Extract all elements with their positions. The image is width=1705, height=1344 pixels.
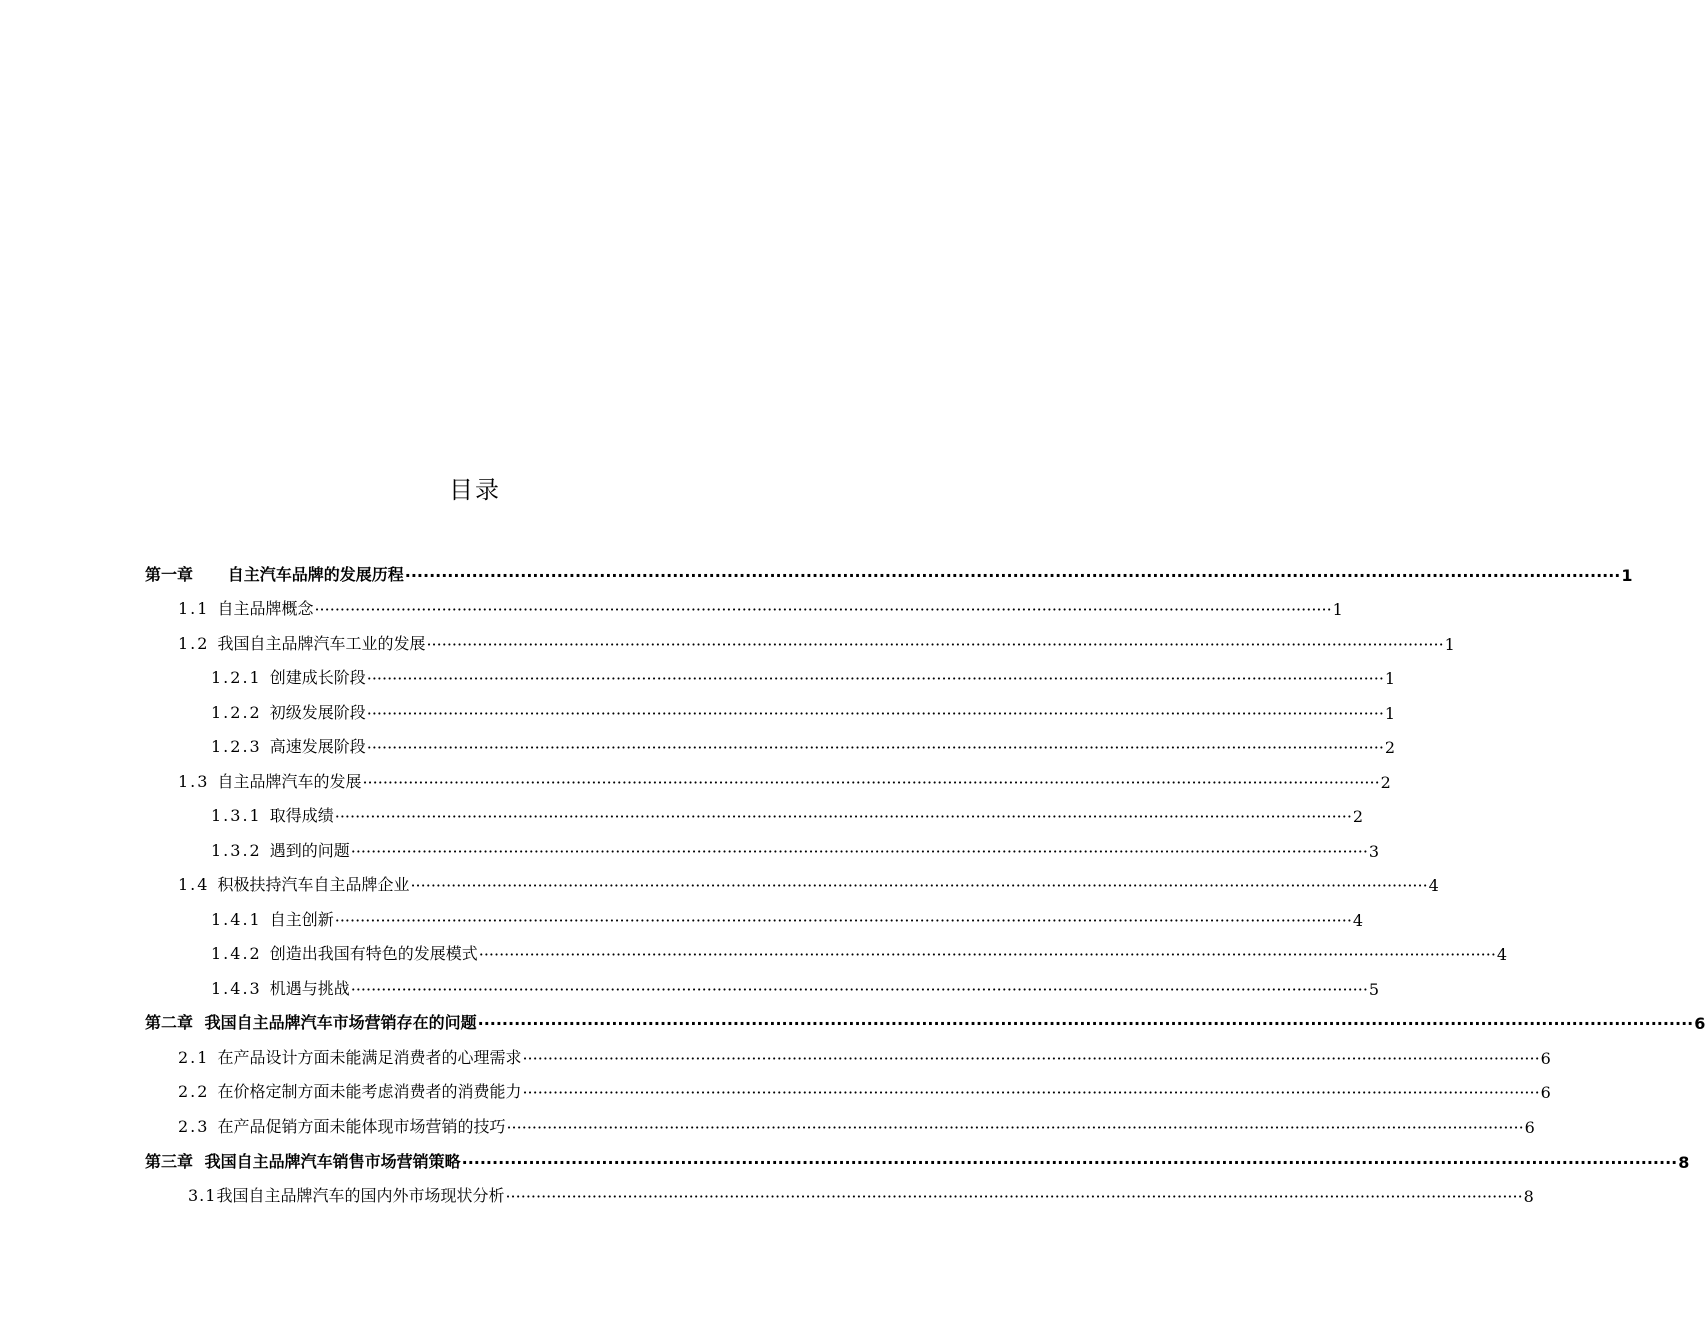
dot-leader: ········································································································································································································ <box>366 738 1384 757</box>
entry-number: 1.3.2 <box>211 841 262 860</box>
entry-number: 第一章 <box>145 565 194 584</box>
dot-leader: ········································································································································································································ <box>410 876 1428 895</box>
toc-entry-chapter-2[interactable] <box>145 1011 1705 1033</box>
entry-text: 创造出我国有特色的发展模式 <box>269 944 478 963</box>
toc-entry-1-3[interactable] <box>178 770 1391 792</box>
dot-leader: ········································································································································································································ <box>477 1014 1694 1033</box>
entry-number: 2.1 <box>178 1048 210 1067</box>
entry-number: 1.3.1 <box>211 806 262 825</box>
toc-title: 目录 <box>449 476 501 504</box>
entry-page-number: 3 <box>1368 842 1380 861</box>
entry-number: 1.4 <box>178 875 210 894</box>
dot-leader: ········································································································································································································ <box>334 807 1352 826</box>
toc-entry-1-4-3[interactable] <box>211 977 1380 999</box>
entry-page-number: 1 <box>1332 600 1343 619</box>
entry-page-number: 6 <box>1540 1049 1551 1068</box>
entry-number: 1.2 <box>178 634 210 653</box>
entry-number: 3.1 <box>188 1186 217 1205</box>
toc-entry-2-3[interactable] <box>178 1115 1535 1137</box>
entry-text: 遇到的问题 <box>269 841 350 860</box>
toc-entry-chapter-3[interactable] <box>145 1150 1690 1172</box>
dot-leader: ········································································································································································································ <box>334 911 1352 930</box>
entry-text: 积极扶持汽车自主品牌企业 <box>217 875 410 894</box>
dot-leader: ········································································································································································································ <box>350 842 1368 861</box>
dot-leader: ········································································································································································································ <box>314 600 1332 619</box>
entry-text: 在产品促销方面未能体现市场营销的技巧 <box>217 1117 506 1136</box>
entry-page-number: 8 <box>1523 1187 1534 1206</box>
entry-page-number: 1 <box>1444 635 1455 654</box>
entry-text: 自主汽车品牌的发展历程 <box>227 565 404 584</box>
entry-text: 机遇与挑战 <box>269 979 350 998</box>
toc-entry-1-2-3[interactable] <box>211 735 1396 757</box>
entry-page-number: 4 <box>1352 911 1364 930</box>
entry-text: 我国自主品牌汽车的国内外市场现状分析 <box>216 1186 505 1205</box>
entry-text: 自主品牌汽车的发展 <box>217 772 362 791</box>
entry-text: 取得成绩 <box>269 806 334 825</box>
entry-text: 自主品牌概念 <box>217 599 314 618</box>
entry-page-number: 2 <box>1380 773 1391 792</box>
toc-entry-1-2-2[interactable] <box>211 701 1396 723</box>
entry-page-number: 1 <box>1621 566 1633 585</box>
dot-leader: ········································································································································································································ <box>505 1187 1523 1206</box>
entry-text: 初级发展阶段 <box>269 703 366 722</box>
entry-number: 1.2.3 <box>211 737 262 756</box>
entry-page-number: 5 <box>1368 980 1380 999</box>
entry-text: 我国自主品牌汽车市场营销存在的问题 <box>204 1013 477 1032</box>
toc-entry-3-1[interactable] <box>188 1184 1534 1206</box>
toc-entry-1-3-1[interactable] <box>211 804 1364 826</box>
toc-entry-1-1[interactable] <box>178 597 1343 619</box>
dot-leader: ········································································································································································································ <box>350 980 1368 999</box>
entry-number: 2.3 <box>178 1117 210 1136</box>
entry-page-number: 4 <box>1496 945 1508 964</box>
dot-leader: ········································································································································································································ <box>522 1083 1540 1102</box>
entry-text: 高速发展阶段 <box>269 737 366 756</box>
entry-number: 第三章 <box>145 1152 194 1171</box>
entry-number: 1.4.3 <box>211 979 262 998</box>
toc-entry-1-2-1[interactable] <box>211 666 1396 688</box>
entry-number: 2.2 <box>178 1082 210 1101</box>
entry-page-number: 2 <box>1384 738 1396 757</box>
toc-entry-1-4-2[interactable] <box>211 942 1508 964</box>
toc-entry-2-2[interactable] <box>178 1080 1551 1102</box>
entry-page-number: 8 <box>1678 1153 1690 1172</box>
entry-number: 1.4.2 <box>211 944 262 963</box>
entry-number: 1.2.2 <box>211 703 262 722</box>
dot-leader: ········································································································································································································ <box>478 945 1496 964</box>
dot-leader: ········································································································································································································ <box>362 773 1380 792</box>
toc-entry-1-4-1[interactable] <box>211 908 1364 930</box>
dot-leader: ········································································································································································································ <box>426 635 1444 654</box>
dot-leader: ········································································································································································································ <box>506 1118 1524 1137</box>
entry-page-number: 1 <box>1384 704 1396 723</box>
entry-text: 创建成长阶段 <box>269 668 366 687</box>
entry-number: 1.3 <box>178 772 210 791</box>
entry-text: 我国自主品牌汽车工业的发展 <box>217 634 426 653</box>
entry-number: 1.4.1 <box>211 910 262 929</box>
entry-number: 第二章 <box>145 1013 194 1032</box>
dot-leader: ········································································································································································································ <box>461 1153 1678 1172</box>
toc-entry-1-2[interactable] <box>178 632 1455 654</box>
entry-text: 在产品设计方面未能满足消费者的心理需求 <box>217 1048 522 1067</box>
entry-text: 在价格定制方面未能考虑消费者的消费能力 <box>217 1082 522 1101</box>
dot-leader: ········································································································································································································ <box>522 1049 1540 1068</box>
dot-leader: ········································································································································································································ <box>366 704 1384 723</box>
entry-number: 1.1 <box>178 599 210 618</box>
dot-leader: ········································································································································································································ <box>404 566 1621 585</box>
entry-page-number: 6 <box>1524 1118 1535 1137</box>
entry-text: 自主创新 <box>269 910 334 929</box>
entry-page-number: 2 <box>1352 807 1364 826</box>
entry-page-number: 6 <box>1540 1083 1551 1102</box>
toc-entry-2-1[interactable] <box>178 1046 1551 1068</box>
dot-leader: ········································································································································································································ <box>366 669 1384 688</box>
entry-page-number: 4 <box>1428 876 1439 895</box>
entry-page-number: 6 <box>1694 1014 1705 1033</box>
toc-entry-1-4[interactable] <box>178 873 1439 895</box>
toc-entry-1-3-2[interactable] <box>211 839 1380 861</box>
entry-page-number: 1 <box>1384 669 1396 688</box>
entry-text: 我国自主品牌汽车销售市场营销策略 <box>204 1152 461 1171</box>
toc-entry-chapter-1[interactable] <box>145 563 1633 585</box>
entry-number: 1.2.1 <box>211 668 262 687</box>
